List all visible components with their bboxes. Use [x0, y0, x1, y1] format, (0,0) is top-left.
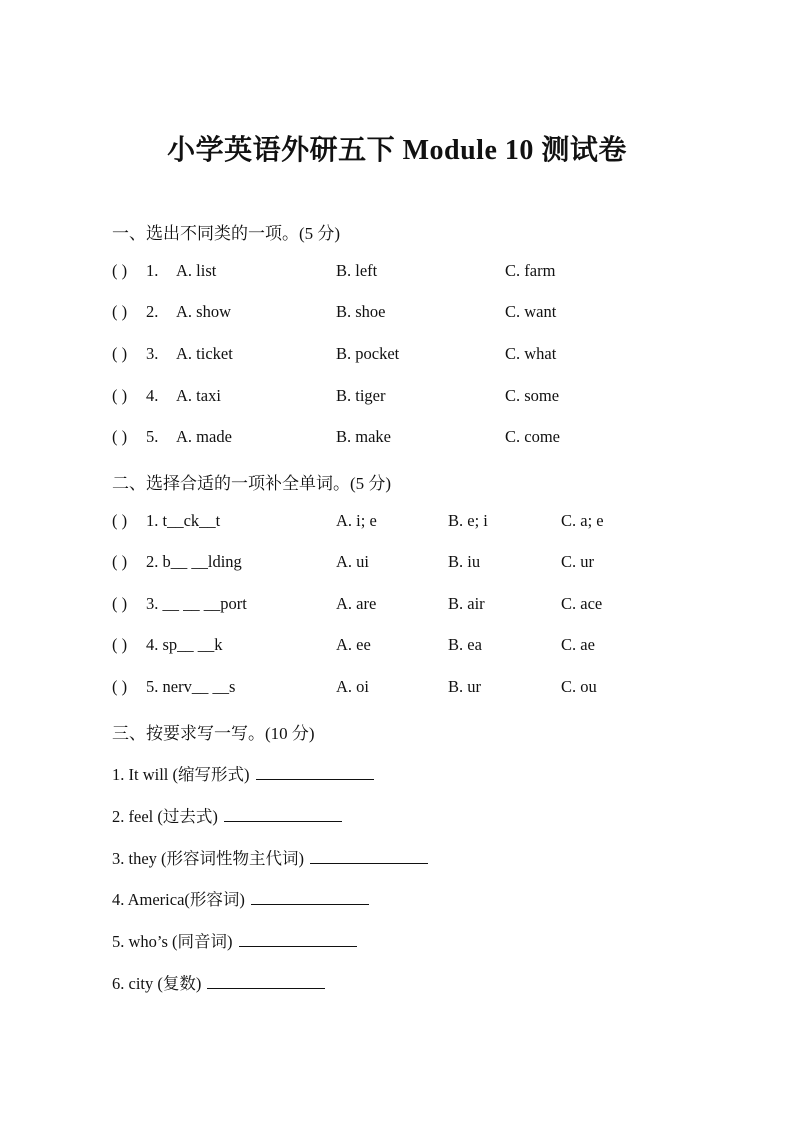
s2-question-5 [112, 677, 672, 701]
answer-blank[interactable]: ( ) [112, 594, 128, 613]
section-1-heading: 一、选出不同类的一项。(5 分) [112, 224, 341, 243]
answer-line[interactable] [251, 890, 369, 905]
option-c: C. some [505, 386, 560, 405]
option-a: A. oi [336, 677, 369, 696]
s1-question-1 [112, 261, 672, 285]
s1-question-2 [112, 302, 672, 326]
answer-blank[interactable]: ( ) [112, 427, 128, 446]
answer-blank[interactable]: ( ) [112, 511, 128, 530]
section-2-heading: 二、选择合适的一项补全单词。(5 分) [112, 474, 392, 493]
s1-question-3 [112, 344, 672, 368]
option-c: C. what [505, 344, 557, 363]
section-3-heading: 三、按要求写一写。(10 分) [112, 724, 315, 743]
page-title: 小学英语外研五下 Module 10 测试卷 [167, 135, 627, 166]
option-b: B. ur [448, 677, 481, 696]
question-number: 3. [146, 344, 159, 363]
answer-blank[interactable]: ( ) [112, 635, 128, 654]
s3-item-6 [112, 970, 325, 994]
option-c: C. ur [561, 552, 594, 571]
s1-question-5 [112, 427, 672, 451]
question-word: 3. __ __ __port [146, 594, 247, 613]
option-a: A. are [336, 594, 377, 613]
option-a: A. list [176, 261, 217, 280]
item-prompt: 1. It will (缩写形式) [112, 765, 250, 784]
s3-item-4 [112, 886, 369, 910]
option-b: B. pocket [336, 344, 400, 363]
item-prompt: 6. city (复数) [112, 974, 202, 993]
option-c: C. ace [561, 594, 603, 613]
option-a: A. ui [336, 552, 369, 571]
option-a: A. ee [336, 635, 371, 654]
option-b: B. make [336, 427, 391, 446]
question-word: 1. t__ck__t [146, 511, 221, 530]
answer-line[interactable] [256, 765, 374, 780]
option-b: B. e; i [448, 511, 488, 530]
answer-blank[interactable]: ( ) [112, 344, 128, 363]
item-prompt: 5. who’s (同音词) [112, 932, 233, 951]
option-a: A. show [176, 302, 232, 321]
item-prompt: 2. feel (过去式) [112, 807, 218, 826]
question-word: 4. sp__ __k [146, 635, 223, 654]
question-number: 1. [146, 261, 159, 280]
s3-item-3 [112, 845, 428, 869]
option-b: B. tiger [336, 386, 386, 405]
item-prompt: 4. America(形容词) [112, 890, 245, 909]
s2-question-3 [112, 594, 672, 618]
s2-question-4 [112, 635, 672, 659]
s3-item-5 [112, 928, 357, 952]
answer-line[interactable] [310, 849, 428, 864]
s2-question-1 [112, 511, 672, 535]
option-c: C. a; e [561, 511, 604, 530]
item-prompt: 3. they (形容词性物主代词) [112, 849, 305, 868]
option-b: B. iu [448, 552, 481, 571]
answer-blank[interactable]: ( ) [112, 552, 128, 571]
option-b: B. shoe [336, 302, 386, 321]
question-word: 2. b__ __lding [146, 552, 242, 571]
option-c: C. want [505, 302, 557, 321]
option-a: A. ticket [176, 344, 233, 363]
question-number: 4. [146, 386, 159, 405]
option-c: C. come [505, 427, 560, 446]
option-a: A. taxi [176, 386, 221, 405]
answer-blank[interactable]: ( ) [112, 261, 128, 280]
option-b: B. air [448, 594, 485, 613]
question-number: 2. [146, 302, 159, 321]
s3-item-2 [112, 803, 342, 827]
answer-line[interactable] [207, 974, 325, 989]
option-c: C. ou [561, 677, 597, 696]
question-word: 5. nerv__ __s [146, 677, 236, 696]
option-b: B. left [336, 261, 378, 280]
answer-line[interactable] [239, 932, 357, 947]
s3-item-1 [112, 761, 374, 785]
question-number: 5. [146, 427, 159, 446]
option-b: B. ea [448, 635, 482, 654]
answer-blank[interactable]: ( ) [112, 677, 128, 696]
option-c: C. farm [505, 261, 556, 280]
answer-blank[interactable]: ( ) [112, 386, 128, 405]
option-a: A. i; e [336, 511, 377, 530]
option-a: A. made [176, 427, 232, 446]
option-c: C. ae [561, 635, 595, 654]
answer-line[interactable] [224, 807, 342, 822]
s1-question-4 [112, 386, 672, 410]
s2-question-2 [112, 552, 672, 576]
answer-blank[interactable]: ( ) [112, 302, 128, 321]
